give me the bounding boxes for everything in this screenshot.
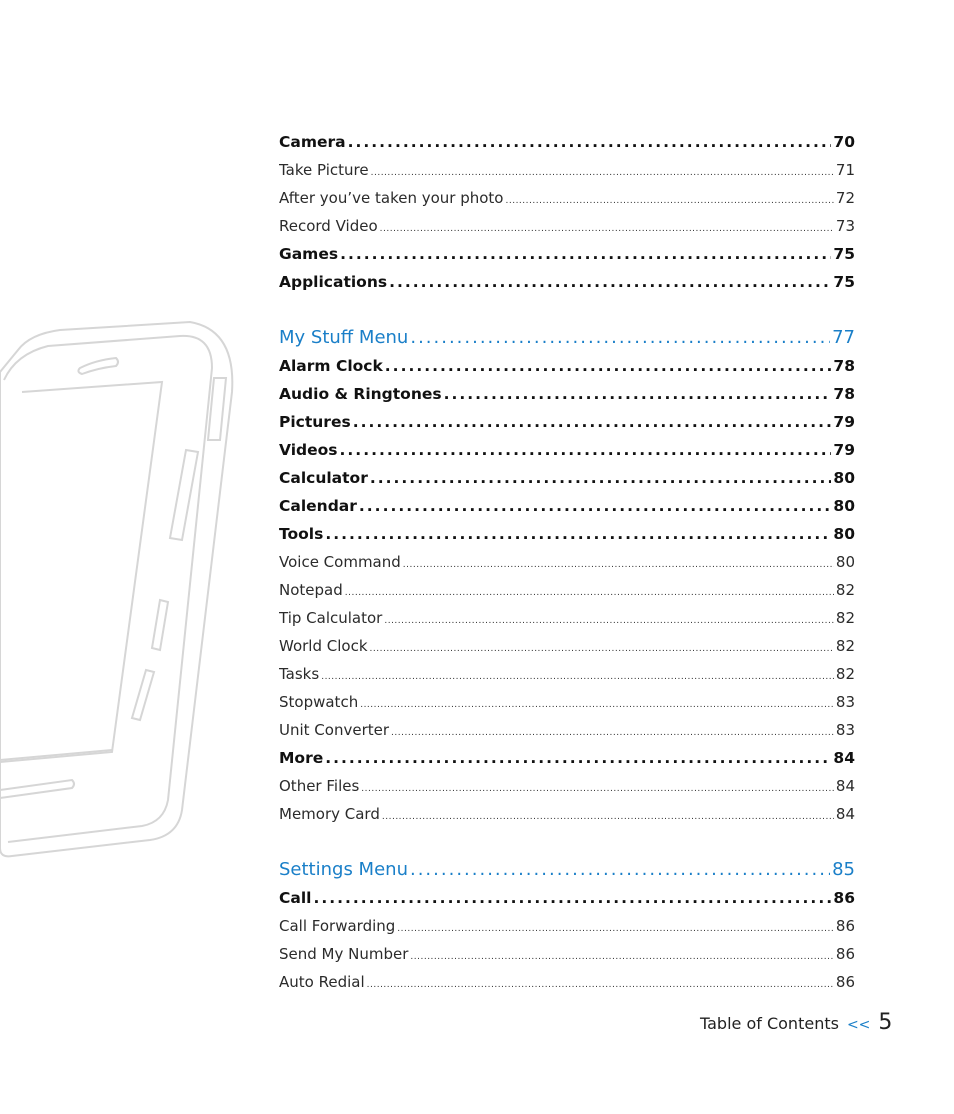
dot-leader [382,803,834,828]
toc-entry-label: Alarm Clock [279,357,383,375]
toc-subentry[interactable] [279,716,855,744]
toc-entry[interactable] [279,884,855,912]
toc-entry[interactable] [279,492,855,520]
toc-entry-label: Take Picture [279,161,369,179]
toc-section-heading[interactable] [279,324,855,352]
toc-entry-page: 78 [833,357,855,375]
toc-entry-page: 80 [833,469,855,487]
table-of-contents [279,128,855,996]
dot-leader [444,380,832,408]
dot-leader [410,856,830,884]
toc-entry-label: Record Video [279,217,378,235]
toc-entry-label: Auto Redial [279,973,365,991]
toc-entry-page: 75 [833,245,855,263]
toc-entry-page: 79 [833,441,855,459]
toc-section-heading[interactable] [279,856,855,884]
toc-subentry[interactable] [279,184,855,212]
toc-subentry[interactable] [279,212,855,240]
toc-entry-page: 82 [835,581,855,599]
dot-leader [345,579,834,604]
dot-leader [313,884,831,912]
toc-entry-label: Tip Calculator [279,609,383,627]
toc-entry-label: Audio & Ringtones [279,385,442,403]
toc-entry-page: 72 [835,189,855,207]
toc-entry-label: Unit Converter [279,721,390,739]
toc-subentry[interactable] [279,800,855,828]
dot-leader [321,663,834,688]
dot-leader [348,128,832,156]
footer-section-title: Table of Contents [700,1014,839,1033]
toc-subentry[interactable] [279,604,855,632]
toc-entry-label: Camera [279,133,346,151]
toc-entry[interactable] [279,408,855,436]
toc-entry[interactable] [279,744,855,772]
toc-entry-label: Memory Card [279,805,380,823]
toc-entry-label: Stopwatch [279,693,359,711]
dot-leader [361,775,834,800]
toc-entry-label: Pictures [279,413,351,431]
toc-entry-label: Notepad [279,581,343,599]
toc-entry-label: Applications [279,273,388,291]
toc-entry-label: Calculator [279,469,368,487]
dot-leader [325,744,831,772]
toc-entry-page: 83 [835,693,855,711]
page-number: 5 [878,1010,893,1035]
dot-leader [340,240,831,268]
toc-entry-page: 86 [835,945,855,963]
dot-leader [410,943,834,968]
toc-entry-label: Tasks [279,665,320,683]
dot-leader [325,520,831,548]
toc-entry[interactable] [279,128,855,156]
toc-entry-label: Other Files [279,777,360,795]
dot-leader [384,607,834,632]
toc-subentry[interactable] [279,576,855,604]
dot-leader [385,352,832,380]
toc-entry-page: 86 [835,973,855,991]
toc-entry-page: 80 [835,553,855,571]
toc-entry[interactable] [279,520,855,548]
toc-subentry[interactable] [279,632,855,660]
dot-leader [505,187,833,212]
toc-entry-label: World Clock [279,637,368,655]
page-footer [700,1010,900,1044]
dot-leader [403,551,834,576]
dot-leader [360,691,834,716]
toc-entry-page: 78 [833,385,855,403]
toc-entry-label: Call Forwarding [279,917,396,935]
toc-entry-page: 84 [835,777,855,795]
toc-entry[interactable] [279,464,855,492]
dot-leader [391,719,834,744]
dot-leader [370,464,832,492]
toc-entry-page: 82 [835,665,855,683]
dot-leader [397,915,834,940]
dot-leader [370,635,834,660]
toc-entry-label: More [279,749,324,767]
dot-leader [359,492,832,520]
toc-entry-page: 71 [835,161,855,179]
toc-entry-label: Videos [279,441,338,459]
toc-entry-page: 80 [833,525,855,543]
toc-subentry[interactable] [279,968,855,996]
toc-entry-label: Voice Command [279,553,401,571]
toc-entry-label: After you’ve taken your photo [279,189,504,207]
toc-subentry[interactable] [279,688,855,716]
toc-entry-label: Games [279,245,339,263]
phone-outline-illustration-icon [0,0,260,880]
toc-entry[interactable] [279,240,855,268]
toc-entry-page: 82 [835,609,855,627]
dot-leader [410,324,830,352]
toc-entry-page: 77 [832,327,855,348]
dot-leader [371,159,834,184]
toc-subentry[interactable] [279,660,855,688]
toc-entry-label: Send My Number [279,945,409,963]
toc-entry-label: Calendar [279,497,357,515]
toc-entry[interactable] [279,380,855,408]
toc-entry[interactable] [279,352,855,380]
toc-entry-label: Settings Menu [279,859,408,880]
dot-leader [353,408,832,436]
toc-entry[interactable] [279,436,855,464]
toc-subentry[interactable] [279,156,855,184]
toc-subentry[interactable] [279,548,855,576]
toc-entry-label: My Stuff Menu [279,327,409,348]
toc-entry-page: 85 [832,859,855,880]
toc-entry-page: 73 [835,217,855,235]
toc-entry-page: 70 [833,133,855,151]
toc-entry-label: Call [279,889,312,907]
toc-entry-page: 79 [833,413,855,431]
toc-subentry[interactable] [279,940,855,968]
toc-entry-page: 80 [833,497,855,515]
footer-arrows-icon: << [846,1017,871,1033]
toc-subentry[interactable] [279,912,855,940]
dot-leader [380,215,834,240]
toc-entry[interactable] [279,268,855,296]
toc-entry-label: Tools [279,525,324,543]
toc-entry-page: 86 [833,889,855,907]
toc-entry-page: 84 [835,805,855,823]
toc-entry-page: 83 [835,721,855,739]
toc-entry-page: 86 [835,917,855,935]
dot-leader [340,436,832,464]
toc-entry-page: 82 [835,637,855,655]
toc-entry-page: 84 [833,749,855,767]
dot-leader [389,268,831,296]
toc-entry-page: 75 [833,273,855,291]
dot-leader [367,971,834,996]
toc-subentry[interactable] [279,772,855,800]
